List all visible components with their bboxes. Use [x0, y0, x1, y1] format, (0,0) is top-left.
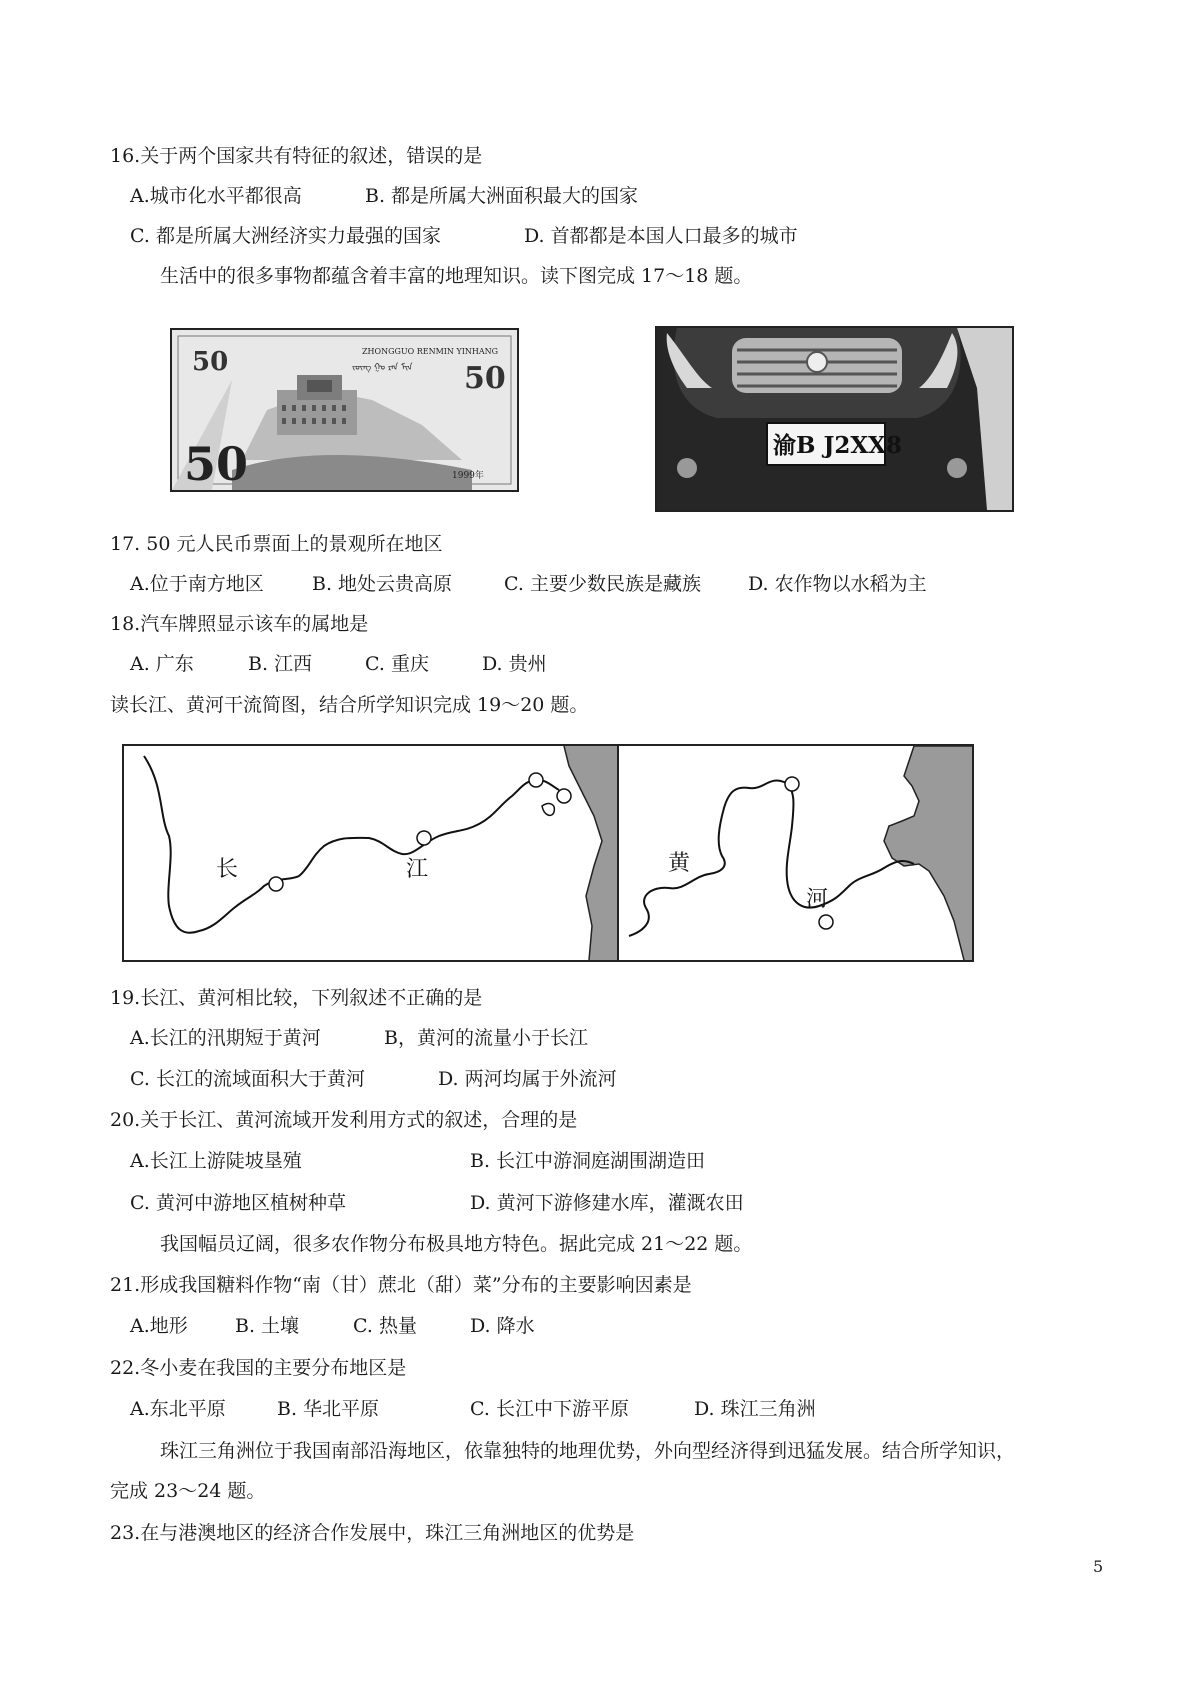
car-image	[655, 326, 1014, 512]
q18-option-d: D. 贵州	[482, 653, 547, 675]
q23-stem: 23.在与港澳地区的经济合作发展中，珠江三角洲地区的优势是	[110, 1522, 635, 1544]
q22-stem: 22.冬小麦在我国的主要分布地区是	[110, 1357, 407, 1379]
intro-23-24-line2: 完成 23～24 题。	[110, 1480, 266, 1502]
q19-option-b: B，黄河的流量小于长江	[384, 1027, 588, 1049]
intro-17-18: 生活中的很多事物都蕴含着丰富的地理知识。读下图完成 17～18 题。	[160, 265, 753, 287]
q22-option-c: C. 长江中下游平原	[470, 1398, 629, 1420]
svg-text:ᠵᠦᠩ ᠭᠣ ᠷᠡᠨ ᠮᠢᠨ: ᠵᠦᠩ ᠭᠣ ᠷᠡᠨ ᠮᠢᠨ	[352, 363, 413, 373]
q20-option-d: D. 黄河下游修建水库，灌溉农田	[470, 1192, 744, 1214]
q19-stem: 19.长江、黄河相比较，下列叙述不正确的是	[110, 987, 483, 1009]
q22-option-d: D. 珠江三角洲	[694, 1398, 816, 1420]
q18-option-a: A. 广东	[130, 653, 194, 675]
q21-option-c: C. 热量	[353, 1315, 417, 1337]
license-plate: 渝B J2XX8	[773, 432, 903, 459]
q17-option-a: A.位于南方地区	[130, 573, 264, 595]
yangtze-label-1: 长	[216, 857, 239, 882]
q16-option-d: D. 首都都是本国人口最多的城市	[524, 225, 798, 247]
q18-stem: 18.汽车牌照显示该车的属地是	[110, 613, 369, 635]
yellow-river-label-1: 黄	[668, 851, 691, 876]
q16-option-a: A.城市化水平都很高	[130, 185, 302, 207]
q20-option-b: B. 长江中游洞庭湖围湖造田	[470, 1150, 706, 1172]
q16-stem: 16.关于两个国家共有特征的叙述，错误的是	[110, 145, 483, 167]
yellow-river-panel	[629, 746, 972, 960]
q19-option-c: C. 长江的流域面积大于黄河	[130, 1068, 365, 1090]
intro-21-22: 我国幅员辽阔，很多农作物分布极具地方特色。据此完成 21～22 题。	[160, 1233, 753, 1255]
q20-option-a: A.长江上游陡坡垦殖	[130, 1150, 302, 1172]
banknote-denomination-bottom: 50	[184, 437, 249, 490]
q17-option-b: B. 地处云贵高原	[312, 573, 453, 595]
page-number: 5	[1093, 1557, 1104, 1576]
q22-option-a: A.东北平原	[130, 1398, 226, 1420]
q21-option-a: A.地形	[130, 1315, 188, 1337]
banknote-denomination-top: 50	[192, 347, 229, 377]
q17-option-d: D. 农作物以水稻为主	[748, 573, 927, 595]
q21-stem: 21.形成我国糖料作物“南（甘）蔗北（甜）菜”分布的主要影响因素是	[110, 1274, 692, 1296]
q17-stem: 17. 50 元人民币票面上的景观所在地区	[110, 533, 443, 555]
q20-stem: 20.关于长江、黄河流域开发利用方式的叙述，合理的是	[110, 1109, 578, 1131]
banknote-bank-name: ZHONGGUO RENMIN YINHANG	[362, 347, 499, 356]
svg-text:50: 50	[464, 361, 506, 396]
q22-option-b: B. 华北平原	[277, 1398, 380, 1420]
yellow-river-label-2: 河	[806, 887, 829, 912]
q20-option-c: C. 黄河中游地区植树种草	[130, 1192, 346, 1214]
q17-option-c: C. 主要少数民族是藏族	[504, 573, 701, 595]
q19-option-d: D. 两河均属于外流河	[438, 1068, 617, 1090]
rivers-map	[122, 744, 974, 962]
intro-19-20: 读长江、黄河干流简图，结合所学知识完成 19～20 题。	[110, 694, 589, 716]
banknote-image	[170, 328, 519, 492]
q16-option-b: B. 都是所属大洲面积最大的国家	[365, 185, 639, 207]
yangtze-label-2: 江	[406, 857, 429, 882]
q18-option-c: C. 重庆	[365, 653, 429, 675]
q21-option-b: B. 土壤	[235, 1315, 300, 1337]
q16-option-c: C. 都是所属大洲经济实力最强的国家	[130, 225, 441, 247]
q21-option-d: D. 降水	[470, 1315, 535, 1337]
yangtze-panel	[144, 746, 618, 960]
banknote-year: 1999年	[452, 471, 484, 481]
q19-option-a: A.长江的汛期短于黄河	[130, 1027, 321, 1049]
intro-23-24-line1: 珠江三角洲位于我国南部沿海地区，依靠独特的地理优势，外向型经济得到迅猛发展。结合所学知识，	[160, 1440, 1016, 1462]
q18-option-b: B. 江西	[248, 653, 313, 675]
